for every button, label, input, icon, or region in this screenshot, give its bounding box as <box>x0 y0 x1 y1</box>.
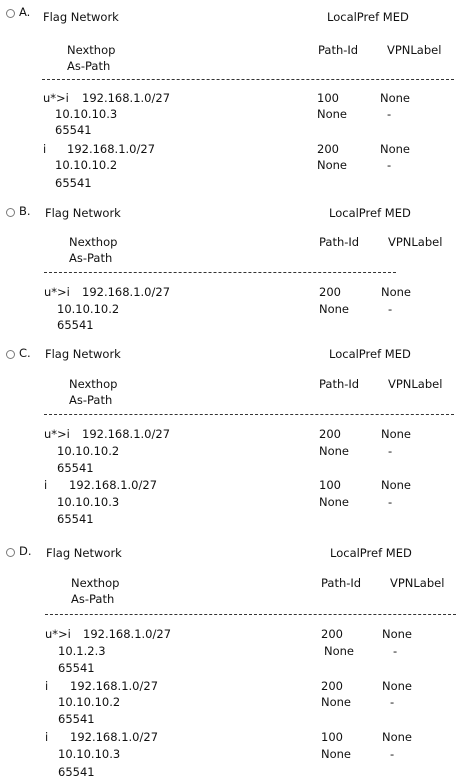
route-vpnlabel: - <box>390 747 395 761</box>
route-vpnlabel: - <box>388 444 393 458</box>
route-vpnlabel: - <box>388 495 393 509</box>
route-aspath: 65541 <box>55 123 92 137</box>
route-flag: i <box>45 730 49 744</box>
header-pathid: Path-Id <box>319 377 360 391</box>
route-flag: i <box>44 478 48 492</box>
route-med: None <box>381 478 412 492</box>
route-aspath: 65541 <box>58 765 95 779</box>
route-vpnlabel: - <box>388 302 393 316</box>
separator <box>44 272 396 273</box>
route-network: 192.168.1.0/27 <box>70 679 159 693</box>
route-flag: u*>i <box>44 427 70 441</box>
header-localpref-med: LocalPref MED <box>327 10 409 24</box>
header-flag-network: Flag Network <box>43 10 119 24</box>
header-vpnlabel: VPNLabel <box>388 235 443 249</box>
option-c-radio[interactable] <box>6 350 15 359</box>
route-flag: i <box>45 679 49 693</box>
route-pathid: None <box>317 158 348 172</box>
route-aspath: 65541 <box>57 461 94 475</box>
header-aspath: As-Path <box>69 393 113 407</box>
route-nexthop: 10.10.10.2 <box>57 444 120 458</box>
header-pathid: Path-Id <box>321 576 362 590</box>
route-pathid: None <box>319 302 350 316</box>
route-localpref: 200 <box>321 679 343 693</box>
header-localpref-med: LocalPref MED <box>329 347 411 361</box>
route-localpref: 100 <box>321 730 343 744</box>
option-c-letter: C. <box>19 346 31 360</box>
header-vpnlabel: VPNLabel <box>387 43 442 57</box>
header-nexthop: Nexthop <box>69 377 118 391</box>
route-network: 192.168.1.0/27 <box>69 478 158 492</box>
route-aspath: 65541 <box>58 712 95 726</box>
route-med: None <box>381 285 412 299</box>
route-nexthop: 10.10.10.3 <box>55 107 118 121</box>
route-pathid: None <box>324 644 355 658</box>
route-flag: u*>i <box>45 627 71 641</box>
route-network: 192.168.1.0/27 <box>82 285 171 299</box>
separator <box>42 79 454 80</box>
route-med: None <box>382 679 413 693</box>
route-nexthop: 10.10.10.2 <box>55 158 118 172</box>
route-flag: u*>i <box>43 91 69 105</box>
header-aspath: As-Path <box>71 592 115 606</box>
separator <box>44 414 454 415</box>
route-pathid: None <box>319 444 350 458</box>
route-aspath: 65541 <box>58 661 95 675</box>
option-d-radio[interactable] <box>6 548 15 557</box>
route-nexthop: 10.1.2.3 <box>58 644 106 658</box>
route-pathid: None <box>321 695 352 709</box>
option-b-letter: B. <box>19 204 31 218</box>
route-vpnlabel: - <box>387 158 392 172</box>
route-localpref: 100 <box>317 91 339 105</box>
option-b-radio[interactable] <box>6 208 15 217</box>
option-a-radio[interactable] <box>6 9 15 18</box>
route-nexthop: 10.10.10.2 <box>57 302 120 316</box>
route-vpnlabel: - <box>387 107 392 121</box>
route-network: 192.168.1.0/27 <box>70 730 159 744</box>
route-aspath: 65541 <box>55 176 92 190</box>
route-med: None <box>382 730 413 744</box>
route-aspath: 65541 <box>57 512 94 526</box>
route-nexthop: 10.10.10.3 <box>58 747 121 761</box>
route-med: None <box>380 91 411 105</box>
route-nexthop: 10.10.10.2 <box>58 695 121 709</box>
route-med: None <box>380 142 411 156</box>
header-flag-network: Flag Network <box>46 546 122 560</box>
header-vpnlabel: VPNLabel <box>388 377 443 391</box>
route-pathid: None <box>319 495 350 509</box>
route-pathid: None <box>317 107 348 121</box>
route-network: 192.168.1.0/27 <box>83 627 172 641</box>
header-aspath: As-Path <box>67 59 111 73</box>
route-network: 192.168.1.0/27 <box>82 91 171 105</box>
header-vpnlabel: VPNLabel <box>390 576 445 590</box>
header-flag-network: Flag Network <box>45 347 121 361</box>
header-nexthop: Nexthop <box>69 235 118 249</box>
separator <box>45 614 456 615</box>
route-med: None <box>381 427 412 441</box>
route-vpnlabel: - <box>393 644 398 658</box>
route-flag: i <box>43 142 47 156</box>
header-nexthop: Nexthop <box>67 43 116 57</box>
route-localpref: 100 <box>319 478 341 492</box>
route-localpref: 200 <box>319 285 341 299</box>
route-network: 192.168.1.0/27 <box>67 142 156 156</box>
header-flag-network: Flag Network <box>45 206 121 220</box>
route-localpref: 200 <box>317 142 339 156</box>
route-med: None <box>382 627 413 641</box>
route-localpref: 200 <box>319 427 341 441</box>
route-localpref: 200 <box>321 627 343 641</box>
route-vpnlabel: - <box>390 695 395 709</box>
route-flag: u*>i <box>44 285 70 299</box>
header-pathid: Path-Id <box>318 43 359 57</box>
header-aspath: As-Path <box>69 251 113 265</box>
option-d-letter: D. <box>19 544 32 558</box>
route-aspath: 65541 <box>57 318 94 332</box>
header-pathid: Path-Id <box>319 235 360 249</box>
route-network: 192.168.1.0/27 <box>82 427 171 441</box>
route-pathid: None <box>321 747 352 761</box>
header-localpref-med: LocalPref MED <box>329 206 411 220</box>
header-nexthop: Nexthop <box>71 576 120 590</box>
header-localpref-med: LocalPref MED <box>330 546 412 560</box>
option-a-letter: A. <box>19 5 31 19</box>
route-nexthop: 10.10.10.3 <box>57 495 120 509</box>
